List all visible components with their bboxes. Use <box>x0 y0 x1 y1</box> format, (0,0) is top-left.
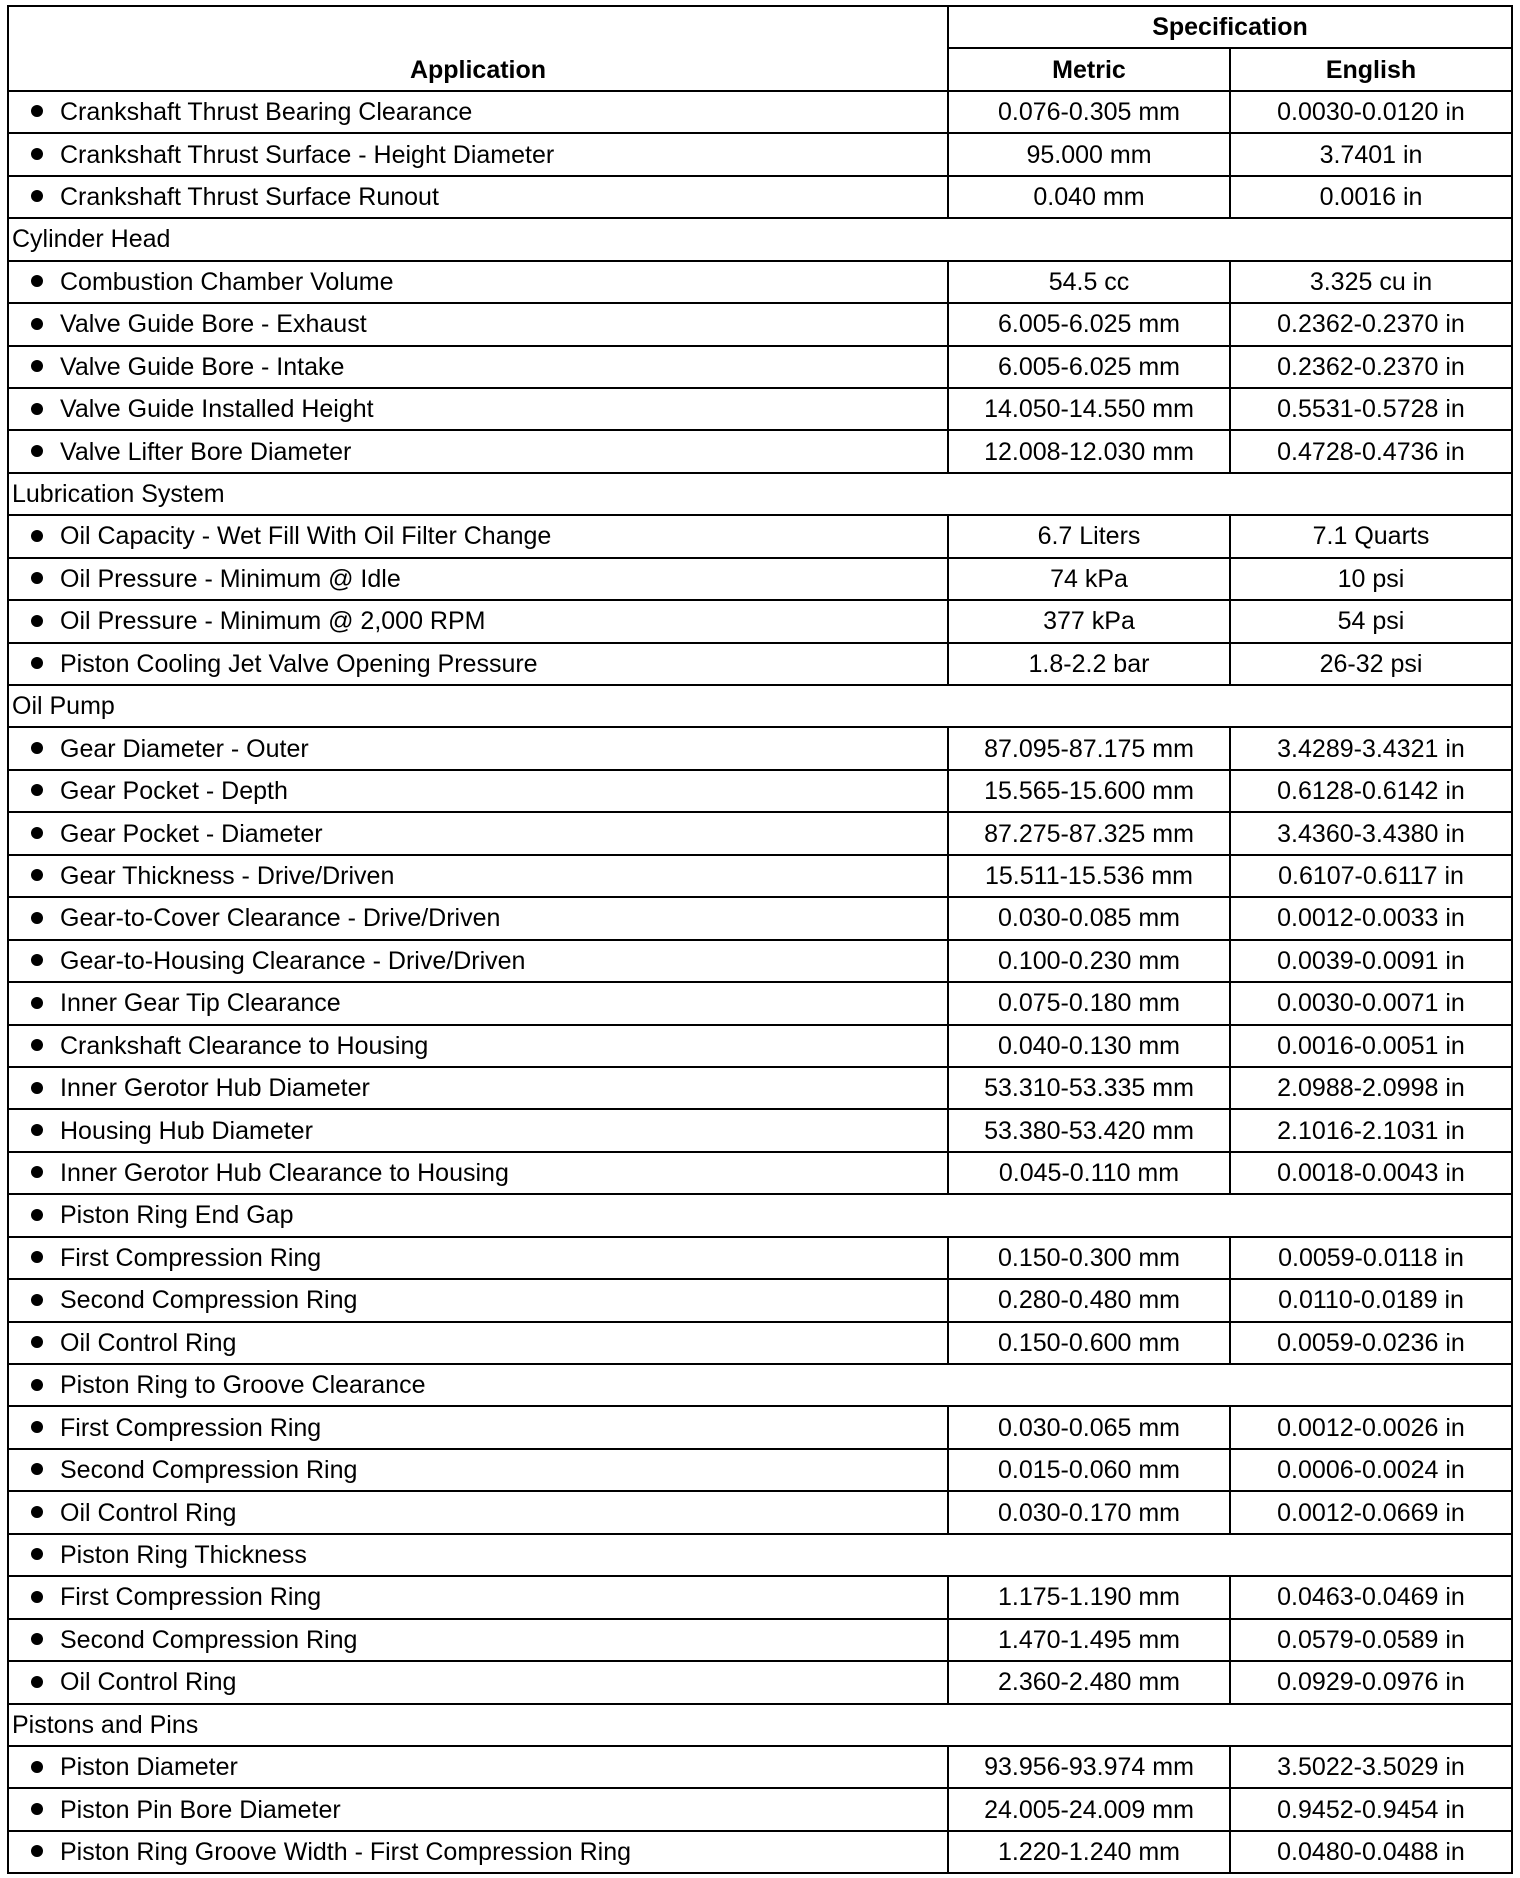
metric-value: 87.275-87.325 mm <box>948 812 1230 854</box>
application-label: Oil Control Ring <box>60 1328 237 1357</box>
metric-value: 0.030-0.170 mm <box>948 1491 1230 1533</box>
table-row <box>8 1619 1512 1661</box>
section-title: Pistons and Pins <box>8 1704 1512 1746</box>
bullet-icon <box>31 1845 43 1857</box>
table-row <box>8 600 1512 642</box>
table-row <box>8 940 1512 982</box>
application-cell <box>8 643 948 685</box>
bullet-icon <box>31 1463 43 1475</box>
application-cell <box>8 1025 948 1067</box>
application-label: Piston Pin Bore Diameter <box>60 1795 341 1824</box>
subsection-title: Piston Ring End Gap <box>60 1201 294 1230</box>
application-cell <box>8 1067 948 1109</box>
table-row <box>8 176 1512 218</box>
application-cell <box>8 855 948 897</box>
english-value: 7.1 Quarts <box>1230 515 1512 557</box>
metric-value: 54.5 cc <box>948 261 1230 303</box>
application-label: Piston Ring Groove Width - First Compression Ring <box>60 1838 632 1867</box>
bullet-icon <box>31 403 43 415</box>
application-label: Inner Gear Tip Clearance <box>60 989 341 1018</box>
application-label: Valve Guide Bore - Intake <box>60 352 345 381</box>
bullet-icon <box>31 1166 43 1178</box>
table-row <box>8 897 1512 939</box>
section-title: Oil Pump <box>8 685 1512 727</box>
application-label: Crankshaft Thrust Surface - Height Diameter <box>60 140 555 169</box>
table-row <box>8 133 1512 175</box>
application-label: Oil Control Ring <box>60 1498 237 1527</box>
bullet-icon <box>31 827 43 839</box>
metric-value: 15.565-15.600 mm <box>948 770 1230 812</box>
english-value: 3.7401 in <box>1230 133 1512 175</box>
bullet-icon <box>31 445 43 457</box>
application-label: Crankshaft Clearance to Housing <box>60 1031 429 1060</box>
table-row <box>8 1109 1512 1151</box>
metric-value: 0.040-0.130 mm <box>948 1025 1230 1067</box>
bullet-icon <box>31 869 43 881</box>
bullet-icon <box>31 1591 43 1603</box>
english-value: 0.0059-0.0236 in <box>1230 1322 1512 1364</box>
english-value: 0.0012-0.0669 in <box>1230 1491 1512 1533</box>
application-cell <box>8 1746 948 1788</box>
table-row <box>8 1661 1512 1703</box>
application-cell <box>8 303 948 345</box>
table-row <box>8 1237 1512 1279</box>
application-label: Oil Control Ring <box>60 1668 237 1697</box>
table-row <box>8 1025 1512 1067</box>
metric-value: 0.015-0.060 mm <box>948 1449 1230 1491</box>
application-label: Gear Pocket - Depth <box>60 777 288 806</box>
metric-value: 6.7 Liters <box>948 515 1230 557</box>
english-value: 2.0988-2.0998 in <box>1230 1067 1512 1109</box>
application-label: Inner Gerotor Hub Diameter <box>60 1074 370 1103</box>
subsection-row <box>8 1194 1512 1236</box>
english-value: 0.0059-0.0118 in <box>1230 1237 1512 1279</box>
metric-value: 1.175-1.190 mm <box>948 1576 1230 1618</box>
english-value: 3.4360-3.4380 in <box>1230 812 1512 854</box>
bullet-icon <box>31 1803 43 1815</box>
application-cell <box>8 600 948 642</box>
bullet-icon <box>31 1336 43 1348</box>
application-cell <box>8 1322 948 1364</box>
application-cell <box>8 812 948 854</box>
application-label: Crankshaft Thrust Surface Runout <box>60 182 439 211</box>
application-cell <box>8 897 948 939</box>
application-cell <box>8 346 948 388</box>
bullet-icon <box>31 615 43 627</box>
english-value: 0.0012-0.0033 in <box>1230 897 1512 939</box>
bullet-icon <box>31 190 43 202</box>
bullet-icon <box>31 784 43 796</box>
bullet-icon <box>31 742 43 754</box>
application-cell <box>8 1237 948 1279</box>
metric-value: 1.8-2.2 bar <box>948 643 1230 685</box>
bullet-icon <box>31 912 43 924</box>
english-value: 0.0030-0.0071 in <box>1230 982 1512 1024</box>
application-label: Housing Hub Diameter <box>60 1116 313 1145</box>
metric-value: 6.005-6.025 mm <box>948 303 1230 345</box>
english-value: 3.325 cu in <box>1230 261 1512 303</box>
application-label: Valve Guide Bore - Exhaust <box>60 310 367 339</box>
table-row <box>8 643 1512 685</box>
application-header: Application <box>8 6 948 91</box>
bullet-icon <box>31 1251 43 1263</box>
bullet-icon <box>31 572 43 584</box>
english-value: 0.0463-0.0469 in <box>1230 1576 1512 1618</box>
table-row <box>8 770 1512 812</box>
subsection-cell <box>8 1534 1512 1576</box>
english-value: 0.0016 in <box>1230 176 1512 218</box>
english-header: English <box>1230 48 1512 90</box>
application-label: Gear-to-Housing Clearance - Drive/Driven <box>60 946 526 975</box>
english-value: 0.0929-0.0976 in <box>1230 1661 1512 1703</box>
table-row <box>8 855 1512 897</box>
section-row <box>8 685 1512 727</box>
spec-table <box>7 5 1513 1874</box>
english-value: 0.0030-0.0120 in <box>1230 91 1512 133</box>
table-row <box>8 1279 1512 1321</box>
application-label: Second Compression Ring <box>60 1456 358 1485</box>
application-cell <box>8 558 948 600</box>
application-cell <box>8 515 948 557</box>
application-label: Gear-to-Cover Clearance - Drive/Driven <box>60 904 501 933</box>
section-row <box>8 1704 1512 1746</box>
english-value: 0.0012-0.0026 in <box>1230 1406 1512 1448</box>
application-label: Oil Pressure - Minimum @ 2,000 RPM <box>60 607 486 636</box>
metric-value: 95.000 mm <box>948 133 1230 175</box>
application-cell <box>8 1661 948 1703</box>
table-row <box>8 1491 1512 1533</box>
metric-value: 87.095-87.175 mm <box>948 727 1230 769</box>
subsection-title: Piston Ring to Groove Clearance <box>60 1371 426 1400</box>
spec-table-body <box>8 91 1512 1873</box>
metric-value: 53.310-53.335 mm <box>948 1067 1230 1109</box>
application-label: Second Compression Ring <box>60 1286 358 1315</box>
english-value: 0.4728-0.4736 in <box>1230 430 1512 472</box>
english-value: 54 psi <box>1230 600 1512 642</box>
section-title: Lubrication System <box>8 473 1512 515</box>
metric-value: 0.100-0.230 mm <box>948 940 1230 982</box>
bullet-icon <box>31 318 43 330</box>
application-label: Valve Guide Installed Height <box>60 395 374 424</box>
english-value: 0.2362-0.2370 in <box>1230 346 1512 388</box>
metric-value: 0.045-0.110 mm <box>948 1152 1230 1194</box>
application-cell <box>8 1152 948 1194</box>
application-label: First Compression Ring <box>60 1413 322 1442</box>
english-value: 3.4289-3.4321 in <box>1230 727 1512 769</box>
subsection-cell <box>8 1194 1512 1236</box>
application-cell <box>8 1279 948 1321</box>
application-cell <box>8 1491 948 1533</box>
application-cell <box>8 1406 948 1448</box>
metric-value: 74 kPa <box>948 558 1230 600</box>
table-row <box>8 1449 1512 1491</box>
application-label: Inner Gerotor Hub Clearance to Housing <box>60 1159 509 1188</box>
application-cell <box>8 91 948 133</box>
table-row <box>8 1576 1512 1618</box>
table-row <box>8 1831 1512 1873</box>
metric-value: 93.956-93.974 mm <box>948 1746 1230 1788</box>
metric-header: Metric <box>948 48 1230 90</box>
section-row <box>8 473 1512 515</box>
bullet-icon <box>31 1633 43 1645</box>
english-value: 2.1016-2.1031 in <box>1230 1109 1512 1151</box>
bullet-icon <box>31 1379 43 1391</box>
application-label: Crankshaft Thrust Bearing Clearance <box>60 98 473 127</box>
application-label: Oil Capacity - Wet Fill With Oil Filter Change <box>60 522 552 551</box>
application-label: Gear Thickness - Drive/Driven <box>60 861 395 890</box>
metric-value: 0.076-0.305 mm <box>948 91 1230 133</box>
bullet-icon <box>31 1548 43 1560</box>
subsection-cell <box>8 1364 1512 1406</box>
metric-value: 0.040 mm <box>948 176 1230 218</box>
metric-value: 53.380-53.420 mm <box>948 1109 1230 1151</box>
english-value: 0.0480-0.0488 in <box>1230 1831 1512 1873</box>
bullet-icon <box>31 105 43 117</box>
table-row <box>8 346 1512 388</box>
bullet-icon <box>31 1209 43 1221</box>
english-value: 0.0110-0.0189 in <box>1230 1279 1512 1321</box>
english-value: 0.2362-0.2370 in <box>1230 303 1512 345</box>
section-row <box>8 218 1512 260</box>
english-value: 0.6128-0.6142 in <box>1230 770 1512 812</box>
table-row <box>8 430 1512 472</box>
metric-value: 14.050-14.550 mm <box>948 388 1230 430</box>
bullet-icon <box>31 1761 43 1773</box>
english-value: 0.0018-0.0043 in <box>1230 1152 1512 1194</box>
application-cell <box>8 982 948 1024</box>
table-row <box>8 558 1512 600</box>
metric-value: 0.150-0.600 mm <box>948 1322 1230 1364</box>
specification-header: Specification <box>948 6 1512 48</box>
bullet-icon <box>31 1676 43 1688</box>
bullet-icon <box>31 1124 43 1136</box>
english-value: 0.0039-0.0091 in <box>1230 940 1512 982</box>
application-cell <box>8 1831 948 1873</box>
english-value: 0.0016-0.0051 in <box>1230 1025 1512 1067</box>
metric-value: 12.008-12.030 mm <box>948 430 1230 472</box>
subsection-title: Piston Ring Thickness <box>60 1540 307 1569</box>
metric-value: 1.470-1.495 mm <box>948 1619 1230 1661</box>
bullet-icon <box>31 657 43 669</box>
application-label: Second Compression Ring <box>60 1625 358 1654</box>
table-row <box>8 91 1512 133</box>
metric-value: 0.030-0.085 mm <box>948 897 1230 939</box>
application-cell <box>8 1109 948 1151</box>
application-label: Gear Diameter - Outer <box>60 734 309 763</box>
metric-value: 24.005-24.009 mm <box>948 1788 1230 1830</box>
table-row <box>8 1322 1512 1364</box>
table-row <box>8 1067 1512 1109</box>
application-cell <box>8 176 948 218</box>
application-label: Gear Pocket - Diameter <box>60 819 323 848</box>
application-label: First Compression Ring <box>60 1583 322 1612</box>
section-title: Cylinder Head <box>8 218 1512 260</box>
table-row <box>8 303 1512 345</box>
application-cell <box>8 1576 948 1618</box>
application-label: Piston Cooling Jet Valve Opening Pressure <box>60 649 538 678</box>
subsection-row <box>8 1534 1512 1576</box>
application-label: Piston Diameter <box>60 1753 238 1782</box>
table-row <box>8 812 1512 854</box>
table-row <box>8 1788 1512 1830</box>
application-cell <box>8 133 948 175</box>
table-row <box>8 261 1512 303</box>
table-row <box>8 727 1512 769</box>
metric-value: 0.030-0.065 mm <box>948 1406 1230 1448</box>
english-value: 0.0006-0.0024 in <box>1230 1449 1512 1491</box>
english-value: 0.6107-0.6117 in <box>1230 855 1512 897</box>
application-label: Oil Pressure - Minimum @ Idle <box>60 564 401 593</box>
bullet-icon <box>31 275 43 287</box>
bullet-icon <box>31 1421 43 1433</box>
english-value: 0.5531-0.5728 in <box>1230 388 1512 430</box>
table-row <box>8 515 1512 557</box>
english-value: 0.0579-0.0589 in <box>1230 1619 1512 1661</box>
table-row <box>8 1152 1512 1194</box>
bullet-icon <box>31 1039 43 1051</box>
subsection-row <box>8 1364 1512 1406</box>
english-value: 26-32 psi <box>1230 643 1512 685</box>
table-row <box>8 1406 1512 1448</box>
bullet-icon <box>31 1082 43 1094</box>
application-cell <box>8 1788 948 1830</box>
application-cell <box>8 770 948 812</box>
english-value: 0.9452-0.9454 in <box>1230 1788 1512 1830</box>
application-label: Combustion Chamber Volume <box>60 267 394 296</box>
application-cell <box>8 940 948 982</box>
table-row <box>8 982 1512 1024</box>
metric-value: 1.220-1.240 mm <box>948 1831 1230 1873</box>
application-cell <box>8 727 948 769</box>
bullet-icon <box>31 954 43 966</box>
table-row <box>8 388 1512 430</box>
metric-value: 377 kPa <box>948 600 1230 642</box>
metric-value: 0.280-0.480 mm <box>948 1279 1230 1321</box>
bullet-icon <box>31 1506 43 1518</box>
header-row-top <box>8 6 1512 48</box>
application-label: Valve Lifter Bore Diameter <box>60 437 352 466</box>
english-value: 3.5022-3.5029 in <box>1230 1746 1512 1788</box>
application-cell <box>8 1449 948 1491</box>
bullet-icon <box>31 997 43 1009</box>
metric-value: 15.511-15.536 mm <box>948 855 1230 897</box>
bullet-icon <box>31 148 43 160</box>
bullet-icon <box>31 360 43 372</box>
bullet-icon <box>31 530 43 542</box>
metric-value: 0.075-0.180 mm <box>948 982 1230 1024</box>
application-label: First Compression Ring <box>60 1243 322 1272</box>
application-cell <box>8 261 948 303</box>
metric-value: 0.150-0.300 mm <box>948 1237 1230 1279</box>
english-value: 10 psi <box>1230 558 1512 600</box>
metric-value: 2.360-2.480 mm <box>948 1661 1230 1703</box>
application-cell <box>8 1619 948 1661</box>
metric-value: 6.005-6.025 mm <box>948 346 1230 388</box>
application-cell <box>8 388 948 430</box>
application-cell <box>8 430 948 472</box>
table-row <box>8 1746 1512 1788</box>
bullet-icon <box>31 1294 43 1306</box>
